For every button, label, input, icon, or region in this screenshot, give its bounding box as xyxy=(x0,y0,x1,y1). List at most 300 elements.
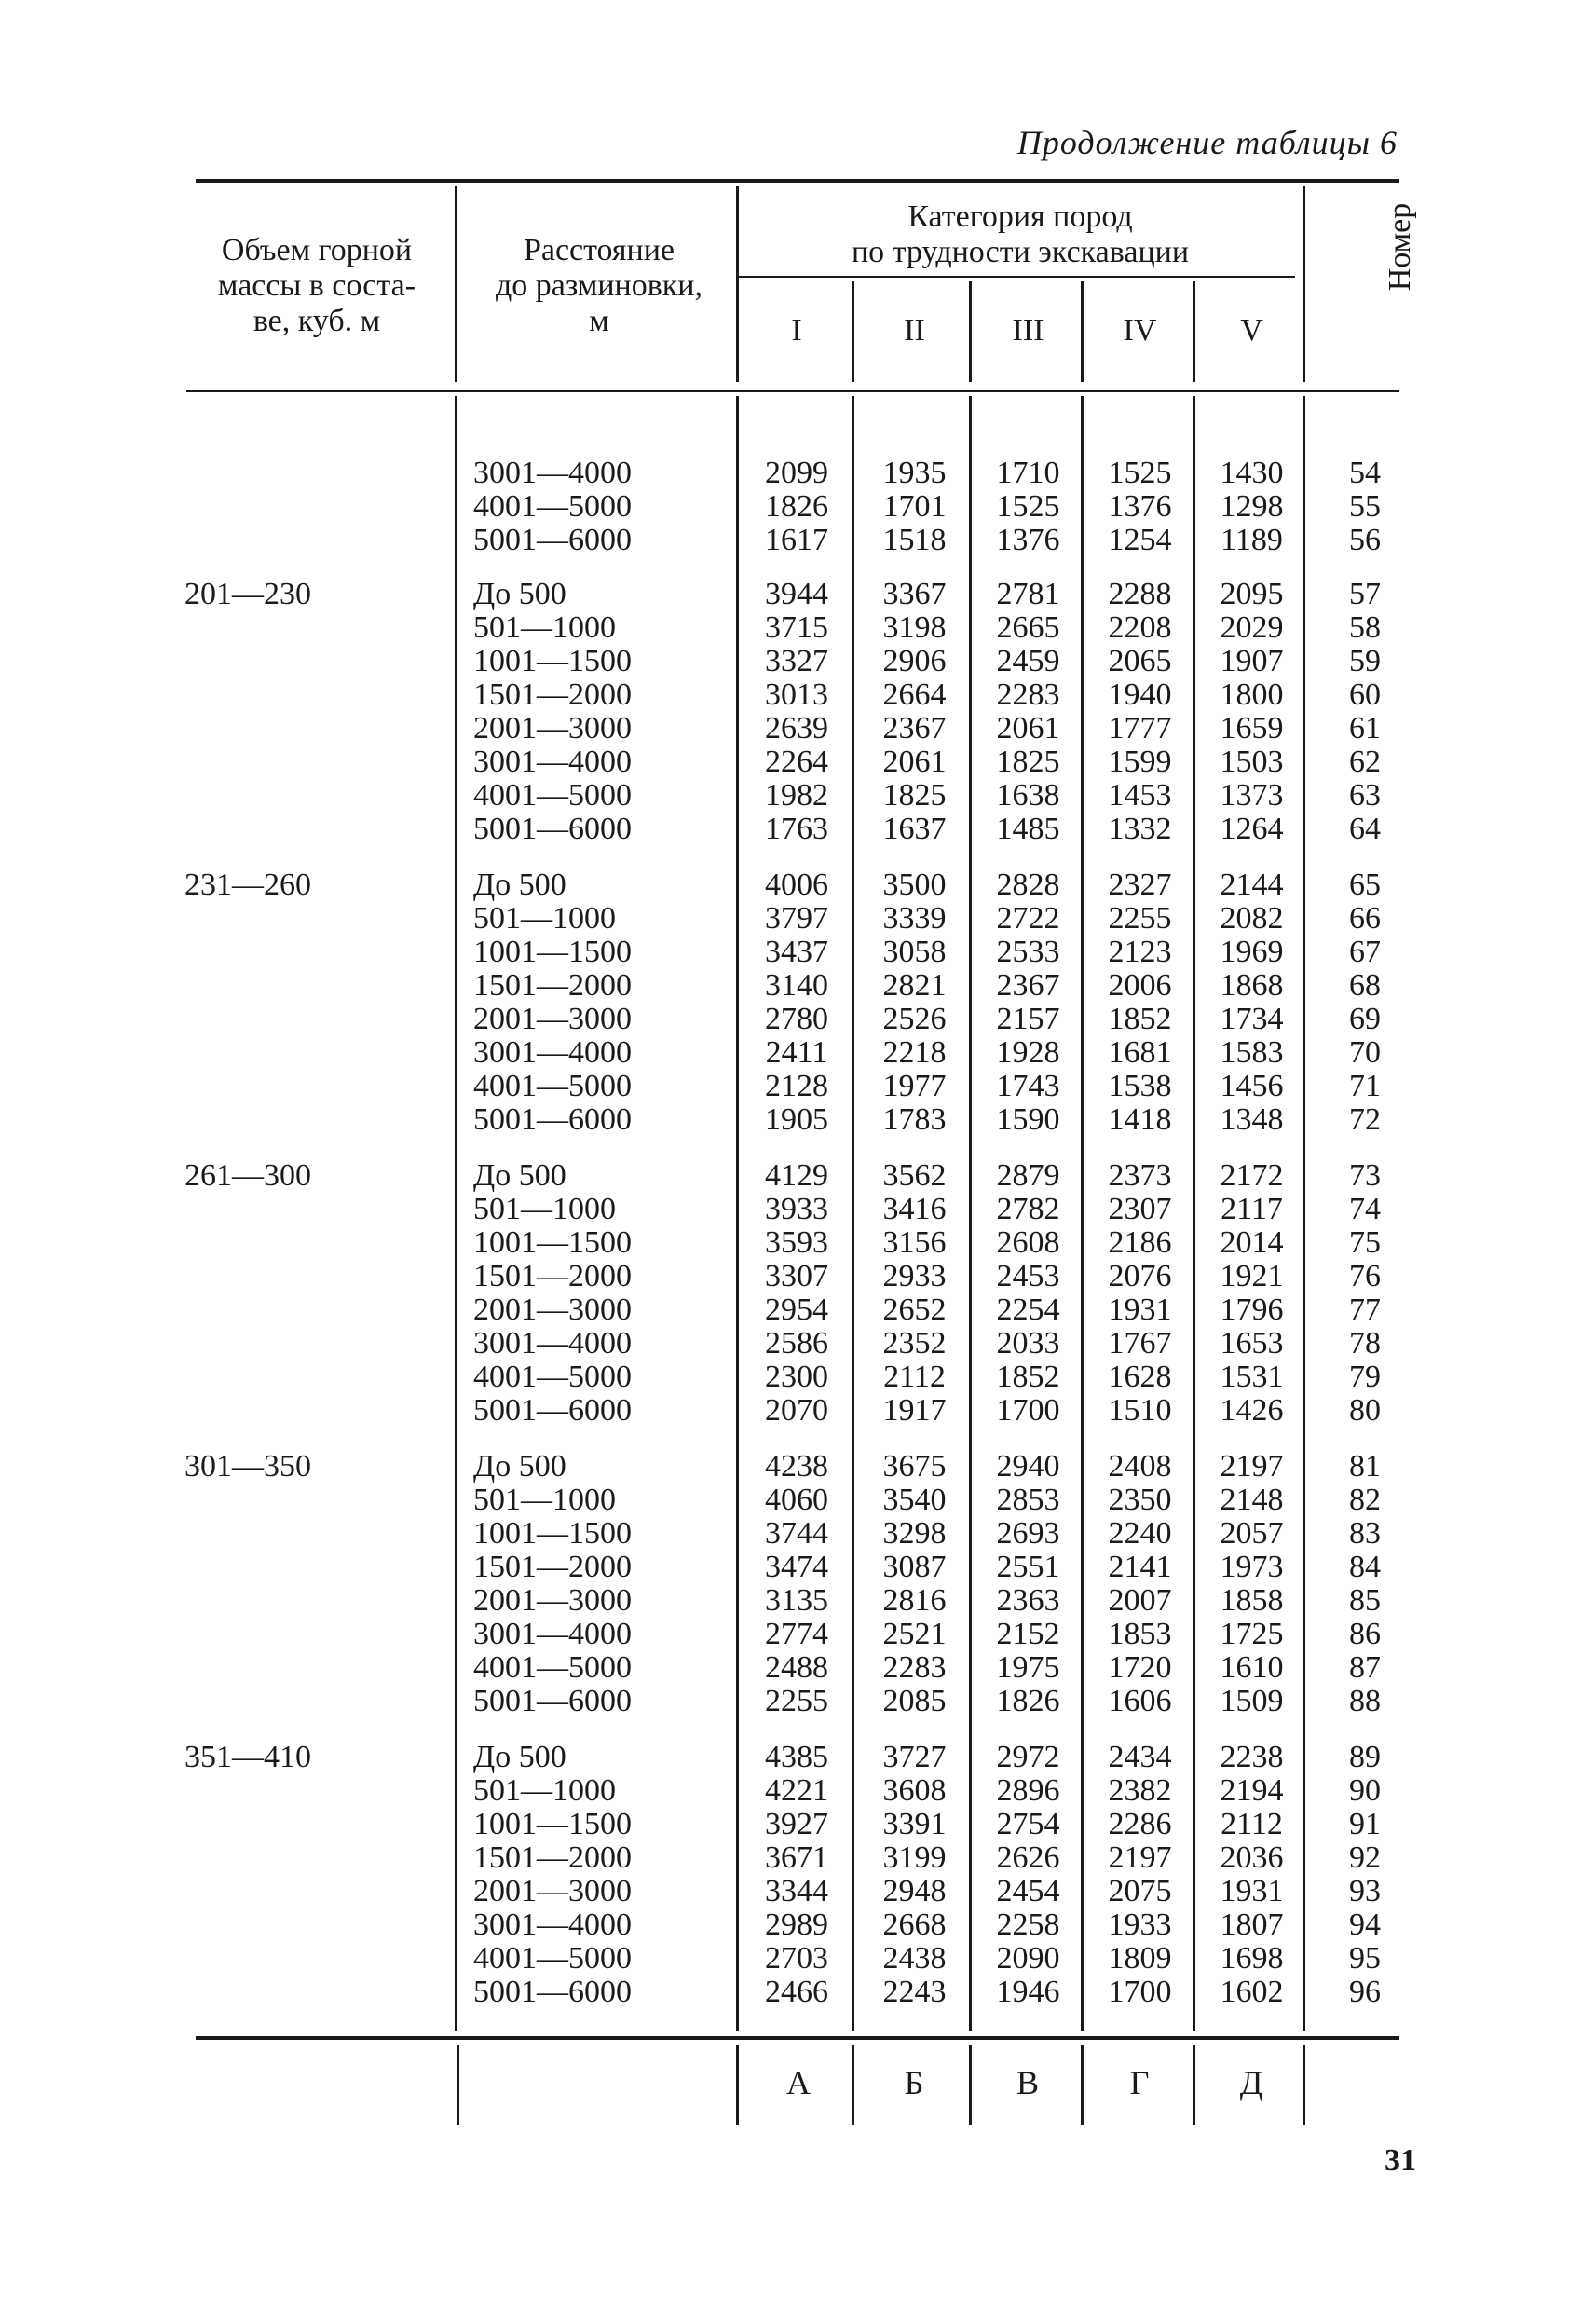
value-cell-cat-4: 1510 xyxy=(1108,1393,1172,1428)
value-cell-cat-2: 3199 xyxy=(882,1840,947,1875)
distance-cell: 1001—1500 xyxy=(473,644,632,678)
value-cell-cat-1: 3013 xyxy=(765,677,828,712)
value-cell-cat-4: 2382 xyxy=(1108,1773,1172,1808)
row-number-cell: 88 xyxy=(1349,1684,1381,1718)
value-cell-cat-2: 2085 xyxy=(882,1684,947,1718)
row-number-cell: 70 xyxy=(1349,1035,1381,1070)
value-cell-cat-5: 1868 xyxy=(1220,968,1284,1003)
header-distance-line: м xyxy=(589,304,609,338)
value-cell-cat-1: 1826 xyxy=(765,489,828,524)
value-cell-cat-3: 2722 xyxy=(996,901,1060,936)
row-number-cell: 67 xyxy=(1349,935,1381,969)
value-cell-cat-4: 1376 xyxy=(1108,489,1172,524)
top-rule xyxy=(196,179,1399,183)
value-cell-cat-4: 2286 xyxy=(1108,1807,1172,1841)
value-cell-cat-4: 2327 xyxy=(1108,868,1172,902)
value-cell-cat-2: 3727 xyxy=(882,1740,947,1774)
value-cell-cat-4: 2186 xyxy=(1108,1225,1172,1260)
value-cell-cat-3: 2283 xyxy=(996,677,1060,712)
footer-letter-g: Г xyxy=(1129,2064,1150,2101)
value-cell-cat-2: 2526 xyxy=(882,1002,947,1036)
value-cell-cat-1: 4221 xyxy=(765,1773,828,1808)
value-cell-cat-5: 1800 xyxy=(1220,677,1284,712)
value-cell-cat-3: 2061 xyxy=(996,711,1060,745)
value-cell-cat-5: 2036 xyxy=(1220,1840,1284,1875)
value-cell-cat-1: 3307 xyxy=(765,1259,828,1293)
value-cell-cat-5: 1503 xyxy=(1220,745,1284,779)
value-cell-cat-3: 1825 xyxy=(996,745,1060,779)
distance-cell: 2001—3000 xyxy=(473,1583,632,1618)
distance-cell: 1001—1500 xyxy=(473,1516,632,1551)
category-header-2: II xyxy=(904,313,925,348)
value-cell-cat-2: 2243 xyxy=(882,1975,947,2009)
value-cell-cat-3: 2972 xyxy=(996,1740,1060,1774)
value-cell-cat-2: 3198 xyxy=(882,610,947,645)
distance-cell: 4001—5000 xyxy=(473,1360,632,1394)
value-cell-cat-1: 4238 xyxy=(765,1449,828,1484)
table-bottom-rule xyxy=(196,2036,1399,2040)
value-cell-cat-3: 2879 xyxy=(996,1158,1060,1193)
value-cell-cat-5: 2194 xyxy=(1220,1773,1284,1808)
value-cell-cat-2: 3416 xyxy=(882,1192,947,1226)
value-cell-cat-5: 2197 xyxy=(1220,1449,1284,1484)
col-rule-volume xyxy=(455,186,457,382)
value-cell-cat-3: 2363 xyxy=(996,1583,1060,1618)
value-cell-cat-3: 1852 xyxy=(996,1360,1060,1394)
row-number-cell: 92 xyxy=(1349,1840,1381,1875)
distance-cell: 501—1000 xyxy=(473,901,616,936)
value-cell-cat-4: 2408 xyxy=(1108,1449,1172,1484)
distance-cell: 5001—6000 xyxy=(473,1102,632,1137)
value-cell-cat-2: 1518 xyxy=(882,523,947,557)
value-cell-cat-2: 1977 xyxy=(882,1069,947,1103)
volume-label: 231—260 xyxy=(184,868,311,902)
value-cell-cat-2: 3058 xyxy=(882,935,947,969)
category-header-4: IV xyxy=(1123,313,1157,348)
value-cell-cat-5: 1583 xyxy=(1220,1035,1284,1070)
distance-cell: 501—1000 xyxy=(473,1773,616,1808)
value-cell-cat-2: 3156 xyxy=(882,1225,947,1260)
value-cell-cat-4: 1720 xyxy=(1108,1650,1172,1685)
row-number-cell: 78 xyxy=(1349,1326,1381,1361)
row-number-cell: 66 xyxy=(1349,901,1381,936)
value-cell-cat-1: 3671 xyxy=(765,1840,828,1875)
value-cell-cat-2: 1783 xyxy=(882,1102,947,1137)
value-cell-cat-2: 3087 xyxy=(882,1550,947,1584)
distance-cell: 4001—5000 xyxy=(473,1941,632,1976)
foot-rule-6 xyxy=(1303,2045,1305,2125)
value-cell-cat-5: 2172 xyxy=(1220,1158,1284,1193)
value-cell-cat-5: 1610 xyxy=(1220,1650,1284,1685)
volume-label: 301—350 xyxy=(184,1449,311,1484)
value-cell-cat-1: 3797 xyxy=(765,901,828,936)
value-cell-cat-1: 2586 xyxy=(765,1326,828,1361)
value-cell-cat-4: 2434 xyxy=(1108,1740,1172,1774)
value-cell-cat-5: 1298 xyxy=(1220,489,1284,524)
value-cell-cat-5: 2238 xyxy=(1220,1740,1284,1774)
row-number-cell: 64 xyxy=(1349,812,1381,846)
distance-cell: 1501—2000 xyxy=(473,677,632,712)
value-cell-cat-5: 1373 xyxy=(1220,778,1284,813)
value-cell-cat-3: 1975 xyxy=(996,1650,1060,1685)
value-cell-cat-2: 1701 xyxy=(882,489,947,524)
value-cell-cat-4: 1940 xyxy=(1108,677,1172,712)
row-number-cell: 81 xyxy=(1349,1449,1381,1484)
value-cell-cat-3: 2533 xyxy=(996,935,1060,969)
value-cell-cat-1: 2128 xyxy=(765,1069,828,1103)
value-cell-cat-4: 1254 xyxy=(1108,523,1172,557)
value-cell-cat-2: 3298 xyxy=(882,1516,947,1551)
footer-letter-a: А xyxy=(786,2064,811,2101)
value-cell-cat-1: 2774 xyxy=(765,1617,828,1651)
value-cell-cat-1: 2780 xyxy=(765,1002,828,1036)
distance-cell: 501—1000 xyxy=(473,1192,616,1226)
value-cell-cat-5: 1426 xyxy=(1220,1393,1284,1428)
value-cell-cat-3: 2940 xyxy=(996,1449,1060,1484)
value-cell-cat-3: 2453 xyxy=(996,1259,1060,1293)
value-cell-cat-2: 2933 xyxy=(882,1259,947,1293)
value-cell-cat-3: 2754 xyxy=(996,1807,1060,1841)
value-cell-cat-3: 2454 xyxy=(996,1874,1060,1908)
header-distance-line: Расстояние xyxy=(523,233,675,267)
value-cell-cat-1: 1617 xyxy=(765,523,828,557)
distance-cell: До 500 xyxy=(473,868,566,902)
value-cell-cat-2: 1935 xyxy=(882,456,947,490)
value-cell-cat-5: 2029 xyxy=(1220,610,1284,645)
value-cell-cat-3: 2665 xyxy=(996,610,1060,645)
row-number-cell: 94 xyxy=(1349,1908,1381,1942)
volume-label: 201—230 xyxy=(184,577,311,611)
row-number-cell: 77 xyxy=(1349,1292,1381,1327)
value-cell-cat-4: 2006 xyxy=(1108,968,1172,1003)
distance-cell: 5001—6000 xyxy=(473,1684,632,1718)
value-cell-cat-2: 3608 xyxy=(882,1773,947,1808)
value-cell-cat-5: 1796 xyxy=(1220,1292,1284,1327)
value-cell-cat-1: 3715 xyxy=(765,610,828,645)
distance-cell: 4001—5000 xyxy=(473,1069,632,1103)
value-cell-cat-5: 1659 xyxy=(1220,711,1284,745)
value-cell-cat-4: 1809 xyxy=(1108,1941,1172,1976)
value-cell-cat-4: 2240 xyxy=(1108,1516,1172,1551)
foot-rule-5 xyxy=(1193,2045,1195,2125)
value-cell-cat-1: 4129 xyxy=(765,1158,828,1193)
footer-letter-b: Б xyxy=(904,2064,924,2101)
value-cell-cat-2: 2668 xyxy=(882,1908,947,1942)
value-cell-cat-4: 1599 xyxy=(1108,745,1172,779)
value-cell-cat-4: 1681 xyxy=(1108,1035,1172,1070)
value-cell-cat-1: 3135 xyxy=(765,1583,828,1618)
col-rule-2-body xyxy=(969,396,972,2031)
distance-cell: 5001—6000 xyxy=(473,523,632,557)
value-cell-cat-4: 1852 xyxy=(1108,1002,1172,1036)
value-cell-cat-4: 2307 xyxy=(1108,1192,1172,1226)
value-cell-cat-4: 2373 xyxy=(1108,1158,1172,1193)
value-cell-cat-4: 2255 xyxy=(1108,901,1172,936)
row-number-cell: 59 xyxy=(1349,644,1381,678)
row-number-cell: 90 xyxy=(1349,1773,1381,1808)
value-cell-cat-4: 1700 xyxy=(1108,1975,1172,2009)
value-cell-cat-2: 2352 xyxy=(882,1326,947,1361)
value-cell-cat-2: 2061 xyxy=(882,745,947,779)
value-cell-cat-4: 1777 xyxy=(1108,711,1172,745)
distance-cell: 3001—4000 xyxy=(473,1908,632,1942)
value-cell-cat-1: 3344 xyxy=(765,1874,828,1908)
value-cell-cat-2: 1825 xyxy=(882,778,947,813)
value-cell-cat-3: 2781 xyxy=(996,577,1060,611)
value-cell-cat-2: 3675 xyxy=(882,1449,947,1484)
value-cell-cat-5: 1921 xyxy=(1220,1259,1284,1293)
value-cell-cat-5: 1807 xyxy=(1220,1908,1284,1942)
footer-letter-v: В xyxy=(1016,2064,1039,2101)
distance-cell: 1001—1500 xyxy=(473,935,632,969)
row-number-cell: 58 xyxy=(1349,610,1381,645)
value-cell-cat-4: 2350 xyxy=(1108,1483,1172,1517)
header-distance xyxy=(464,233,734,339)
value-cell-cat-4: 2208 xyxy=(1108,610,1172,645)
volume-label: 351—410 xyxy=(184,1740,311,1774)
value-cell-cat-1: 2411 xyxy=(765,1035,828,1070)
value-cell-cat-3: 2626 xyxy=(996,1840,1060,1875)
table-caption: Продолжение таблицы 6 xyxy=(1016,124,1398,161)
value-cell-cat-1: 3933 xyxy=(765,1192,828,1226)
row-number-cell: 68 xyxy=(1349,968,1381,1003)
distance-cell: 1001—1500 xyxy=(473,1225,632,1260)
row-number-cell: 63 xyxy=(1349,778,1381,813)
col-rule-1-body xyxy=(852,396,854,2031)
value-cell-cat-4: 1418 xyxy=(1108,1102,1172,1137)
value-cell-cat-1: 2300 xyxy=(765,1360,828,1394)
value-cell-cat-3: 2254 xyxy=(996,1292,1060,1327)
foot-rule-1 xyxy=(736,2045,739,2125)
value-cell-cat-3: 1928 xyxy=(996,1035,1060,1070)
value-cell-cat-2: 2664 xyxy=(882,677,947,712)
value-cell-cat-1: 2099 xyxy=(765,456,828,490)
value-cell-cat-5: 1969 xyxy=(1220,935,1284,969)
header-distance-line: до разминовки, xyxy=(495,268,703,303)
value-cell-cat-4: 2288 xyxy=(1108,577,1172,611)
col-rule-volume-body xyxy=(455,396,457,2031)
value-cell-cat-5: 1348 xyxy=(1220,1102,1284,1137)
distance-cell: 1501—2000 xyxy=(473,1259,632,1293)
value-cell-cat-2: 2283 xyxy=(882,1650,947,1685)
row-number-cell: 82 xyxy=(1349,1483,1381,1517)
category-header-1: I xyxy=(791,313,802,348)
value-cell-cat-5: 1725 xyxy=(1220,1617,1284,1651)
value-cell-cat-1: 2989 xyxy=(765,1908,828,1942)
row-number-cell: 83 xyxy=(1349,1516,1381,1551)
row-number-cell: 76 xyxy=(1349,1259,1381,1293)
value-cell-cat-4: 1933 xyxy=(1108,1908,1172,1942)
distance-cell: До 500 xyxy=(473,1740,566,1774)
distance-cell: 5001—6000 xyxy=(473,1975,632,2009)
value-cell-cat-1: 2255 xyxy=(765,1684,828,1718)
value-cell-cat-5: 2014 xyxy=(1220,1225,1284,1260)
value-cell-cat-1: 2070 xyxy=(765,1393,828,1428)
value-cell-cat-4: 2076 xyxy=(1108,1259,1172,1293)
value-cell-cat-1: 2466 xyxy=(765,1975,828,2009)
header-category-line: Категория пород xyxy=(907,199,1133,234)
value-cell-cat-4: 2197 xyxy=(1108,1840,1172,1875)
value-cell-cat-3: 2152 xyxy=(996,1617,1060,1651)
value-cell-cat-1: 3927 xyxy=(765,1807,828,1841)
row-number-cell: 71 xyxy=(1349,1069,1381,1103)
value-cell-cat-5: 1698 xyxy=(1220,1941,1284,1976)
value-cell-cat-3: 1743 xyxy=(996,1069,1060,1103)
value-cell-cat-5: 2057 xyxy=(1220,1516,1284,1551)
value-cell-cat-2: 2906 xyxy=(882,644,947,678)
value-cell-cat-3: 2608 xyxy=(996,1225,1060,1260)
value-cell-cat-3: 2033 xyxy=(996,1326,1060,1361)
distance-cell: 3001—4000 xyxy=(473,1035,632,1070)
value-cell-cat-3: 2853 xyxy=(996,1483,1060,1517)
value-cell-cat-4: 1628 xyxy=(1108,1360,1172,1394)
value-cell-cat-3: 2551 xyxy=(996,1550,1060,1584)
value-cell-cat-4: 2075 xyxy=(1108,1874,1172,1908)
category-rule xyxy=(738,276,1295,278)
value-cell-cat-5: 1973 xyxy=(1220,1550,1284,1584)
value-cell-cat-3: 1638 xyxy=(996,778,1060,813)
value-cell-cat-4: 1538 xyxy=(1108,1069,1172,1103)
distance-cell: 4001—5000 xyxy=(473,1650,632,1685)
distance-cell: 1501—2000 xyxy=(473,1550,632,1584)
value-cell-cat-2: 3500 xyxy=(882,868,947,902)
foot-rule-4 xyxy=(1081,2045,1084,2125)
row-number-cell: 54 xyxy=(1349,456,1381,490)
value-cell-cat-1: 2488 xyxy=(765,1650,828,1685)
value-cell-cat-3: 1485 xyxy=(996,812,1060,846)
value-cell-cat-3: 2090 xyxy=(996,1941,1060,1976)
value-cell-cat-5: 2095 xyxy=(1220,577,1284,611)
row-number-cell: 89 xyxy=(1349,1740,1381,1774)
value-cell-cat-5: 2148 xyxy=(1220,1483,1284,1517)
distance-cell: 4001—5000 xyxy=(473,489,632,524)
row-number-cell: 61 xyxy=(1349,711,1381,745)
distance-cell: 1001—1500 xyxy=(473,1807,632,1841)
value-cell-cat-5: 1430 xyxy=(1220,456,1284,490)
value-cell-cat-2: 2948 xyxy=(882,1874,947,1908)
value-cell-cat-1: 3140 xyxy=(765,968,828,1003)
value-cell-cat-5: 1264 xyxy=(1220,812,1284,846)
category-header-5: V xyxy=(1240,313,1263,348)
col-rule-distance xyxy=(736,186,739,382)
header-category-line: по трудности экскавации xyxy=(851,235,1190,269)
value-cell-cat-5: 2082 xyxy=(1220,901,1284,936)
row-number-cell: 73 xyxy=(1349,1158,1381,1193)
distance-cell: До 500 xyxy=(473,577,566,611)
row-number-cell: 96 xyxy=(1349,1975,1381,2009)
value-cell-cat-1: 3327 xyxy=(765,644,828,678)
row-number-cell: 87 xyxy=(1349,1650,1381,1685)
row-number-cell: 56 xyxy=(1349,523,1381,557)
value-cell-cat-5: 2112 xyxy=(1221,1807,1283,1841)
value-cell-cat-5: 1602 xyxy=(1220,1975,1284,2009)
value-cell-cat-2: 2112 xyxy=(883,1360,946,1394)
value-cell-cat-3: 2782 xyxy=(996,1192,1060,1226)
value-cell-cat-2: 3339 xyxy=(882,901,947,936)
distance-cell: До 500 xyxy=(473,1158,566,1193)
value-cell-cat-2: 2652 xyxy=(882,1292,947,1327)
value-cell-cat-3: 2157 xyxy=(996,1002,1060,1036)
row-number-cell: 86 xyxy=(1349,1617,1381,1651)
distance-cell: 501—1000 xyxy=(473,610,616,645)
value-cell-cat-2: 3391 xyxy=(882,1807,947,1841)
value-cell-cat-5: 1931 xyxy=(1220,1874,1284,1908)
distance-cell: 3001—4000 xyxy=(473,1326,632,1361)
value-cell-cat-3: 1700 xyxy=(996,1393,1060,1428)
value-cell-cat-4: 2123 xyxy=(1108,935,1172,969)
distance-cell: 3001—4000 xyxy=(473,1617,632,1651)
value-cell-cat-2: 2438 xyxy=(882,1941,947,1976)
category-header-3: III xyxy=(1012,313,1044,348)
value-cell-cat-3: 2459 xyxy=(996,644,1060,678)
value-cell-cat-3: 1590 xyxy=(996,1102,1060,1137)
col-rule-2 xyxy=(969,281,972,382)
value-cell-cat-3: 1826 xyxy=(996,1684,1060,1718)
value-cell-cat-5: 1456 xyxy=(1220,1069,1284,1103)
value-cell-cat-5: 2117 xyxy=(1221,1192,1283,1226)
row-number-cell: 85 xyxy=(1349,1583,1381,1618)
value-cell-cat-4: 2007 xyxy=(1108,1583,1172,1618)
header-volume-line: Объем горной xyxy=(221,233,413,267)
foot-rule-3 xyxy=(969,2045,972,2125)
value-cell-cat-5: 1531 xyxy=(1220,1360,1284,1394)
value-cell-cat-3: 2693 xyxy=(996,1516,1060,1551)
value-cell-cat-3: 2367 xyxy=(996,968,1060,1003)
value-cell-cat-1: 4060 xyxy=(765,1483,828,1517)
row-number-cell: 95 xyxy=(1349,1941,1381,1976)
value-cell-cat-5: 1907 xyxy=(1220,644,1284,678)
value-cell-cat-3: 1525 xyxy=(996,489,1060,524)
row-number-cell: 91 xyxy=(1349,1807,1381,1841)
header-volume xyxy=(186,233,447,339)
distance-cell: 5001—6000 xyxy=(473,812,632,846)
distance-cell: 4001—5000 xyxy=(473,778,632,813)
value-cell-cat-3: 1946 xyxy=(996,1975,1060,2009)
value-cell-cat-4: 1332 xyxy=(1108,812,1172,846)
value-cell-cat-1: 4385 xyxy=(765,1740,828,1774)
value-cell-cat-3: 2258 xyxy=(996,1908,1060,1942)
value-cell-cat-5: 1734 xyxy=(1220,1002,1284,1036)
distance-cell: 501—1000 xyxy=(473,1483,616,1517)
row-number-cell: 65 xyxy=(1349,868,1381,902)
distance-cell: 2001—3000 xyxy=(473,1292,632,1327)
value-cell-cat-1: 2954 xyxy=(765,1292,828,1327)
foot-rule-2 xyxy=(852,2045,854,2125)
value-cell-cat-2: 2521 xyxy=(882,1617,947,1651)
row-number-cell: 93 xyxy=(1349,1874,1381,1908)
value-cell-cat-5: 1653 xyxy=(1220,1326,1284,1361)
value-cell-cat-4: 1853 xyxy=(1108,1617,1172,1651)
value-cell-cat-1: 1982 xyxy=(765,778,828,813)
row-number-cell: 69 xyxy=(1349,1002,1381,1036)
value-cell-cat-3: 1376 xyxy=(996,523,1060,557)
value-cell-cat-4: 1453 xyxy=(1108,778,1172,813)
col-rule-5 xyxy=(1303,186,1305,382)
value-cell-cat-1: 3593 xyxy=(765,1225,828,1260)
value-cell-cat-1: 1763 xyxy=(765,812,828,846)
distance-cell: 1501—2000 xyxy=(473,1840,632,1875)
volume-label: 261—300 xyxy=(184,1158,311,1193)
value-cell-cat-2: 2218 xyxy=(882,1035,947,1070)
header-volume-line: массы в соста- xyxy=(217,268,416,303)
foot-rule-0 xyxy=(457,2045,459,2125)
header-bottom-rule xyxy=(186,390,1399,392)
value-cell-cat-1: 2264 xyxy=(765,745,828,779)
distance-cell: 3001—4000 xyxy=(473,456,632,490)
distance-cell: 5001—6000 xyxy=(473,1393,632,1428)
value-cell-cat-4: 2065 xyxy=(1108,644,1172,678)
distance-cell: 1501—2000 xyxy=(473,968,632,1003)
